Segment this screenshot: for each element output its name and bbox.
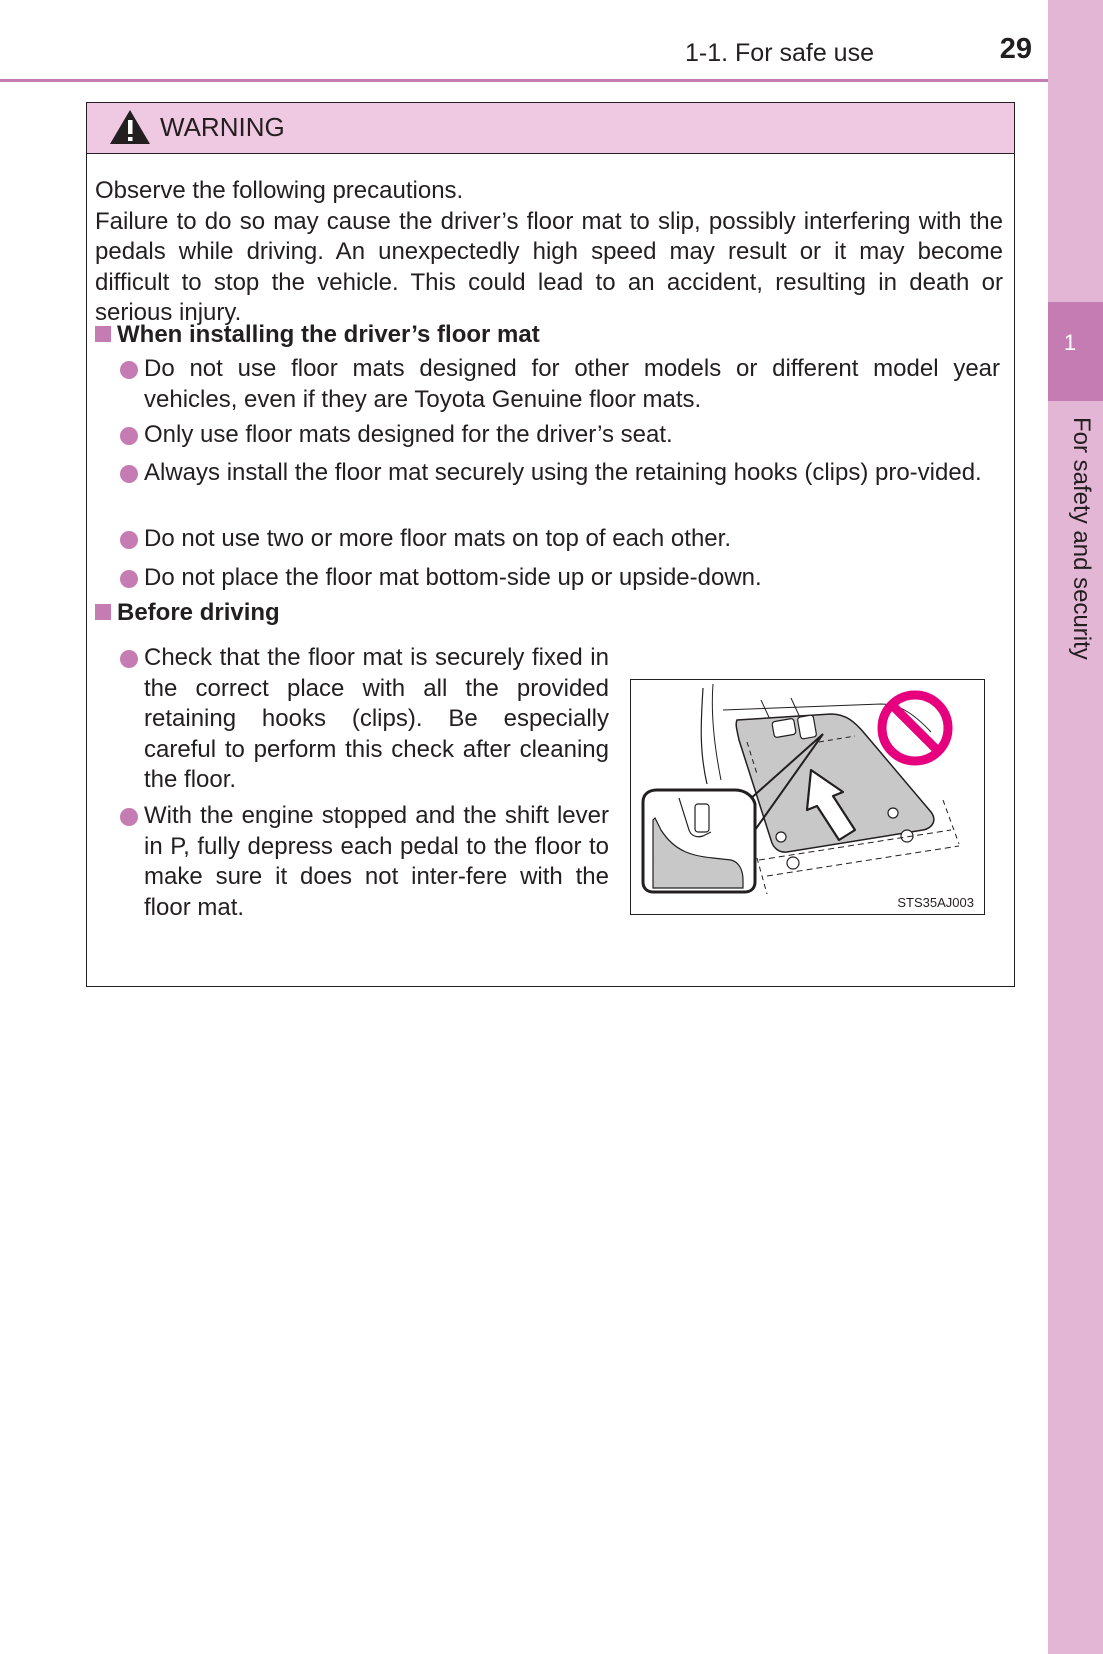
warning-title: WARNING	[160, 112, 285, 142]
chapter-tab	[1048, 302, 1103, 401]
carpet-dashed-line	[757, 858, 767, 894]
brake-pedal	[772, 718, 796, 738]
list-item-text: Do not place the floor mat bottom-side up or upside-down.	[144, 564, 762, 591]
section-heading-text: Before driving	[117, 599, 280, 626]
circle-bullet-icon	[120, 465, 138, 483]
list-item-text: Always install the floor mat securely using the retaining hooks (clips) pro-vided.	[144, 459, 982, 486]
square-bullet-icon	[95, 326, 111, 342]
section-heading	[95, 320, 540, 350]
carpet-dashed-line	[943, 800, 959, 844]
page-number: 29	[999, 33, 1032, 65]
warning-intro: Observe the following precautions.	[95, 177, 464, 204]
section-heading-text: When installing the driver’s floor mat	[117, 321, 540, 348]
chapter-number: 1	[1063, 330, 1077, 355]
header-rule	[0, 79, 1048, 82]
square-bullet-icon	[95, 604, 111, 620]
circle-bullet-icon	[120, 531, 138, 549]
list-item-text: Do not use floor mats designed for other models or different model year vehicles, even if they are Toyota Genuine floor mats.	[144, 355, 1000, 413]
list-item-text: Do not use two or more floor mats on top of each other.	[144, 525, 731, 552]
circle-bullet-icon	[120, 361, 138, 379]
list-item	[120, 643, 609, 796]
warning-header	[87, 103, 1014, 154]
retaining-clip	[776, 832, 786, 842]
floor-mat-illustration	[630, 679, 985, 915]
circle-bullet-icon	[120, 808, 138, 826]
prohibition-slash	[892, 705, 938, 751]
warning-intro-block	[95, 176, 1003, 329]
circle-bullet-icon	[120, 650, 138, 668]
figure-code: STS35AJ003	[897, 895, 974, 910]
warning-description: Failure to do so may cause the driver’s floor mat to slip, possibly interfering with the pedals while driving. An unexpectedly high speed may result or it may become difficult to stop the vehicle. This could lead to an accident, resulting in death or serious injury.	[95, 207, 1003, 326]
side-strip	[1048, 0, 1103, 1654]
list-item	[120, 420, 1000, 451]
section-title: 1-1. For safe use	[685, 39, 874, 67]
list-item-text: Check that the floor mat is securely fixed in the correct place with all the provided retaining hooks (clips). Be especially careful to perform this check after cleaning the floor.	[144, 644, 609, 793]
warning-icon	[109, 108, 151, 146]
circle-bullet-icon	[120, 570, 138, 588]
section-heading	[95, 598, 280, 628]
retaining-hook	[787, 857, 799, 869]
list-item	[120, 563, 1000, 594]
list-item	[120, 458, 1000, 489]
car-pillar-line	[712, 684, 721, 780]
list-item	[120, 801, 609, 923]
detail-clip	[695, 804, 709, 832]
retaining-clip	[888, 808, 898, 818]
circle-bullet-icon	[120, 427, 138, 445]
list-item	[120, 354, 1000, 415]
chapter-title: For safety and security	[1068, 417, 1095, 660]
list-item	[120, 524, 1000, 555]
list-item-text: With the engine stopped and the shift lever in P, fully depress each pedal to the floor to make sure it does not inter-fere with the floor mat.	[144, 802, 609, 921]
floor-mat-drawing	[631, 680, 985, 915]
accelerator-pedal	[797, 715, 817, 739]
warning-box	[86, 102, 1015, 987]
car-pillar-line	[701, 688, 707, 784]
list-item-text: Only use floor mats designed for the driver’s seat.	[144, 421, 673, 448]
